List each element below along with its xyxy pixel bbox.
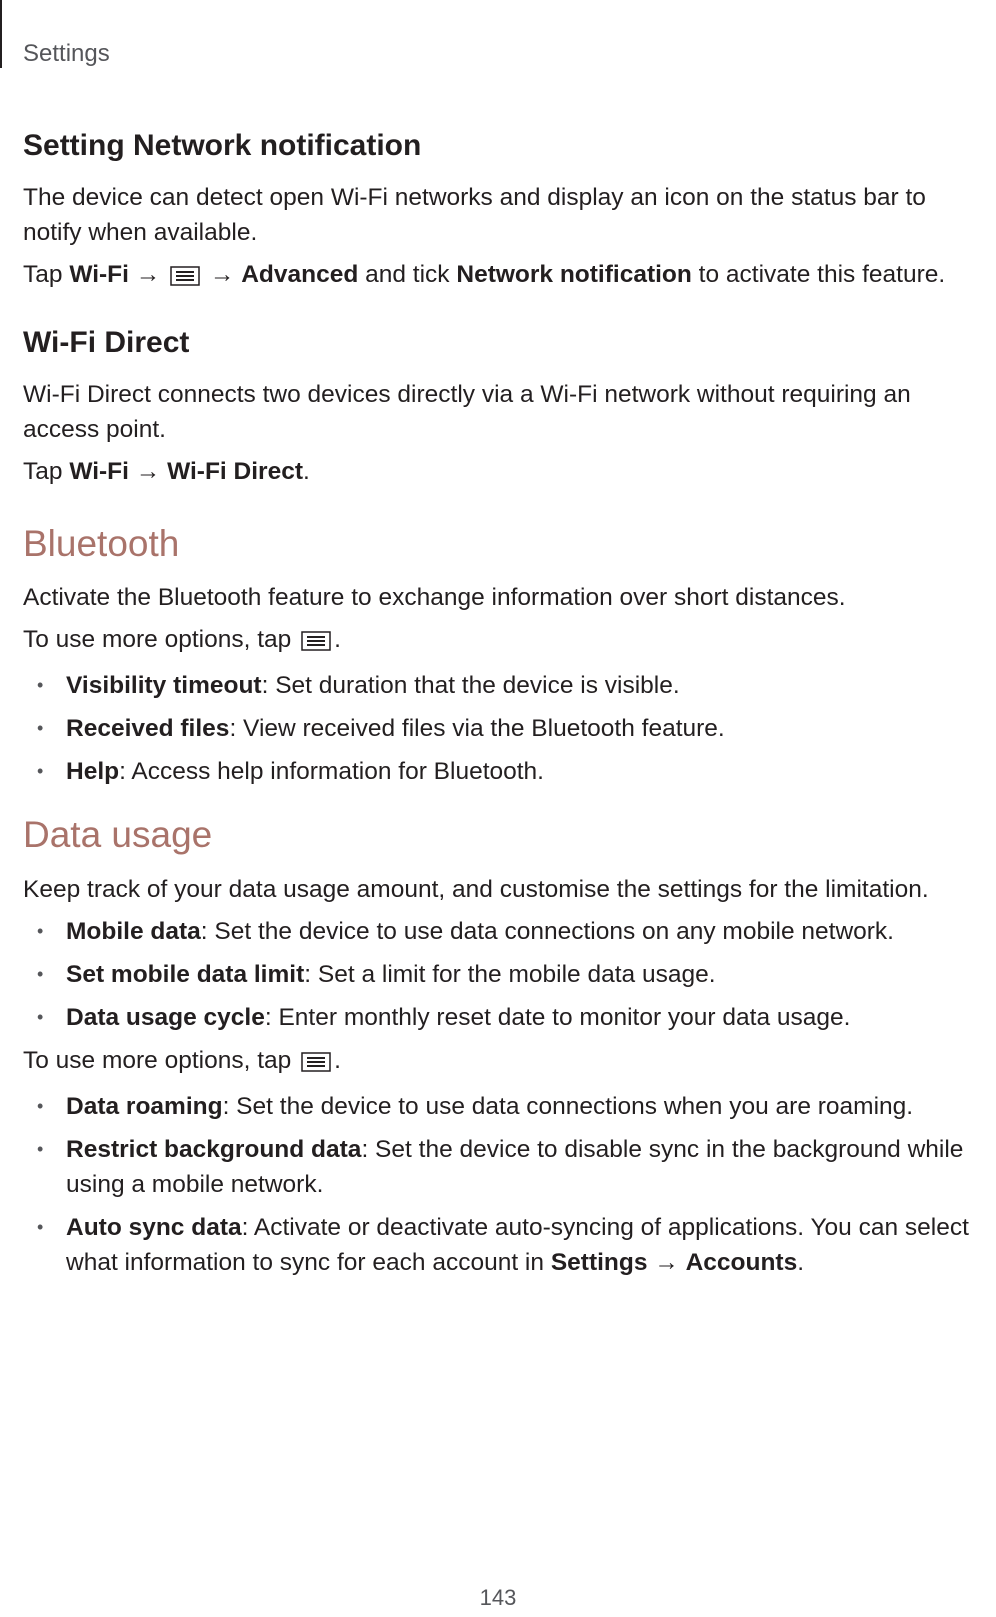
bluetooth-desc: Activate the Bluetooth feature to exchange information over short distances. <box>23 584 846 612</box>
list-item: • Set mobile data limit: Set a limit for the mobile data usage. <box>23 957 983 992</box>
bullet-icon: • <box>37 1216 44 1237</box>
list-item: • Restrict background data: Set the device to disable sync in the background while using a mobile network. <box>23 1132 983 1202</box>
data-usage-list <box>23 914 983 1035</box>
wifi-direct-desc: Wi-Fi Direct connects two devices directly via a Wi-Fi network without requiring an access point. <box>23 381 911 443</box>
list-item: • Received files: View received files via the Bluetooth feature. <box>23 711 983 746</box>
data-usage-more-options: To use more options, tap . <box>23 1043 983 1082</box>
list-item: • Visibility timeout: Set duration that the device is visible. <box>23 668 983 703</box>
bullet-icon: • <box>37 1006 44 1027</box>
network-notification-instruction: Tap Wi-Fi → → Advanced and tick Network notification to activate this feature. <box>23 257 983 296</box>
bluetooth-heading: Bluetooth <box>23 523 180 564</box>
bullet-icon: • <box>37 920 44 941</box>
menu-icon <box>170 261 200 296</box>
menu-icon <box>301 626 331 661</box>
menu-icon <box>301 1047 331 1082</box>
page-header: Settings <box>23 40 110 67</box>
bullet-icon: • <box>37 761 44 782</box>
header-rule <box>0 0 2 68</box>
page-number: 143 <box>479 1585 517 1610</box>
bullet-icon: • <box>37 1095 44 1116</box>
data-usage-desc: Keep track of your data usage amount, and customise the settings for the limitation. <box>23 875 929 903</box>
wifi-direct-heading: Wi-Fi Direct <box>23 326 190 359</box>
data-usage-more-list <box>23 1089 983 1280</box>
network-notification-heading: Setting Network notification <box>23 129 422 162</box>
bullet-icon: • <box>37 675 44 696</box>
wifi-direct-instruction: Tap Wi-Fi → Wi-Fi Direct. <box>23 458 310 485</box>
bluetooth-more-options: To use more options, tap . <box>23 622 983 661</box>
bullet-icon: • <box>37 718 44 739</box>
list-item: • Auto sync data: Activate or deactivate auto-syncing of applications. You can select what information to sync for each account in Settings → Accounts. <box>23 1210 983 1280</box>
bluetooth-options-list <box>23 668 983 789</box>
network-notification-desc: The device can detect open Wi-Fi networks and display an icon on the status bar to notify when available. <box>23 184 926 246</box>
list-item: • Data roaming: Set the device to use data connections when you are roaming. <box>23 1089 983 1124</box>
page-content <box>23 128 983 1288</box>
list-item: • Mobile data: Set the device to use data connections on any mobile network. <box>23 914 983 949</box>
data-usage-heading: Data usage <box>23 814 213 856</box>
bullet-icon: • <box>37 963 44 984</box>
bullet-icon: • <box>37 1138 44 1159</box>
list-item: • Help: Access help information for Bluetooth. <box>23 754 983 789</box>
list-item: • Data usage cycle: Enter monthly reset date to monitor your data usage. <box>23 1000 983 1035</box>
